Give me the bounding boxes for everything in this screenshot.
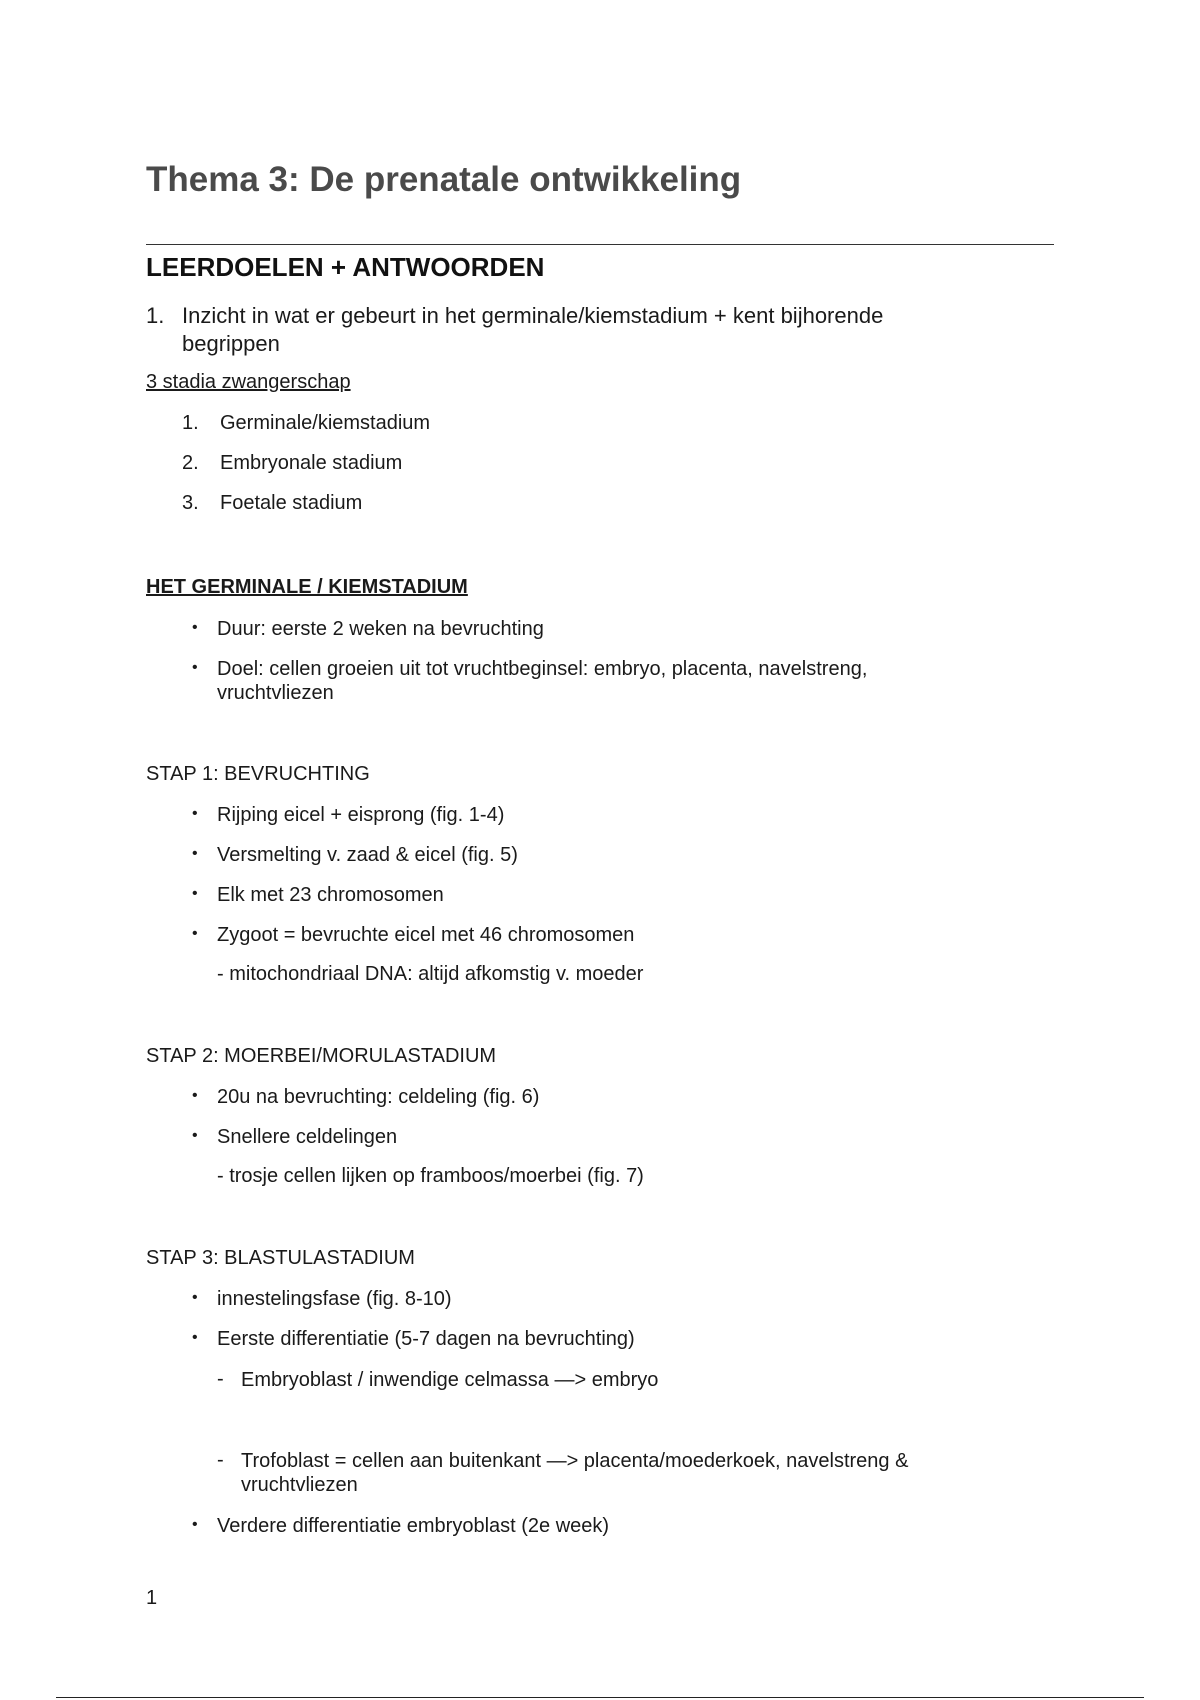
page-number: 1	[146, 1587, 158, 1609]
list-item	[146, 1514, 1046, 1540]
list-item-text: Verdere differentiatie embryoblast (2e week)	[217, 1515, 610, 1537]
bullet-glyph: •	[192, 805, 198, 822]
stage-text: Germinale/kiemstadium	[220, 412, 431, 434]
sub-item-text: - trosje cellen lijken op framboos/moerbei (fig. 7)	[217, 1165, 644, 1187]
dash-item	[146, 1368, 1046, 1394]
list-item	[146, 657, 1046, 707]
list-item	[146, 923, 1046, 949]
step3-heading: STAP 3: BLASTULASTADIUM	[146, 1247, 415, 1269]
list-item	[146, 803, 1046, 829]
bullet-glyph: •	[192, 925, 198, 942]
list-item	[146, 1327, 1046, 1353]
bullet-glyph: •	[192, 1329, 198, 1346]
list-item-text: 20u na bevruchting: celdeling (fig. 6)	[217, 1086, 540, 1108]
page-title: Thema 3: De prenatale ontwikkeling	[146, 160, 742, 199]
list-item-text: Elk met 23 chromosomen	[217, 884, 444, 906]
list-item	[146, 1125, 1046, 1151]
sub-item	[146, 963, 1046, 989]
bullet-glyph: •	[192, 619, 198, 636]
list-item	[146, 617, 1046, 643]
bullet-glyph: •	[192, 845, 198, 862]
dash-glyph: -	[217, 1368, 224, 1390]
list-item-text: Versmelting v. zaad & eicel (fig. 5)	[217, 844, 518, 866]
dash-item	[146, 1449, 1046, 1499]
sub-item	[146, 1165, 1046, 1191]
bullet-glyph: •	[192, 659, 198, 676]
learning-goal-number: 1.	[146, 303, 165, 328]
stage-text: Embryonale stadium	[220, 452, 403, 474]
list-item-text-continued: vruchtvliezen	[217, 682, 334, 704]
list-item-text: Zygoot = bevruchte eicel met 46 chromosomen	[217, 924, 635, 946]
section-heading: LEERDOELEN + ANTWOORDEN	[146, 252, 545, 282]
sub-item-text: - mitochondriaal DNA: altijd afkomstig v. moeder	[217, 963, 644, 985]
stage-number: 1.	[182, 412, 199, 434]
list-item-text: Doel: cellen groeien uit tot vruchtbeginsel: embryo, placenta, navelstreng,	[217, 658, 868, 680]
list-item	[146, 1287, 1046, 1313]
stage-number: 3.	[182, 492, 199, 514]
bullet-glyph: •	[192, 1087, 198, 1104]
learning-goal-line2: begrippen	[182, 331, 280, 356]
bullet-glyph: •	[192, 1516, 198, 1533]
list-item-text: Eerste differentiatie (5-7 dagen na bevruchting)	[217, 1328, 635, 1350]
list-item	[146, 843, 1046, 869]
step2-heading: STAP 2: MOERBEI/MORULASTADIUM	[146, 1045, 497, 1067]
dash-glyph: -	[217, 1449, 224, 1471]
footer-divider	[56, 1697, 1144, 1698]
germinal-heading: HET GERMINALE / KIEMSTADIUM	[146, 576, 468, 598]
bullet-glyph: •	[192, 1127, 198, 1144]
list-item-text: innestelingsfase (fig. 8-10)	[217, 1288, 452, 1310]
list-item	[146, 883, 1046, 909]
stages-label: 3 stadia zwangerschap	[146, 371, 351, 393]
dash-item-text: Trofoblast = cellen aan buitenkant —> placenta/moederkoek, navelstreng &	[241, 1450, 909, 1472]
dash-item-text-continued: vruchtvliezen	[241, 1474, 358, 1496]
dash-item-text: Embryoblast / inwendige celmassa —> embryo	[241, 1369, 659, 1391]
step1-heading: STAP 1: BEVRUCHTING	[146, 763, 370, 785]
list-item-text: Snellere celdelingen	[217, 1126, 398, 1148]
list-item-text: Duur: eerste 2 weken na bevruchting	[217, 618, 544, 640]
bullet-glyph: •	[192, 885, 198, 902]
title-divider	[146, 244, 1054, 245]
stage-number: 2.	[182, 452, 199, 474]
bullet-glyph: •	[192, 1289, 198, 1306]
list-item	[146, 1085, 1046, 1111]
list-item-text: Rijping eicel + eisprong (fig. 1-4)	[217, 804, 505, 826]
stage-text: Foetale stadium	[220, 492, 363, 514]
learning-goal-text	[182, 302, 1002, 358]
learning-goal-line1: Inzicht in wat er gebeurt in het germinale/kiemstadium + kent bijhorende	[182, 303, 884, 328]
